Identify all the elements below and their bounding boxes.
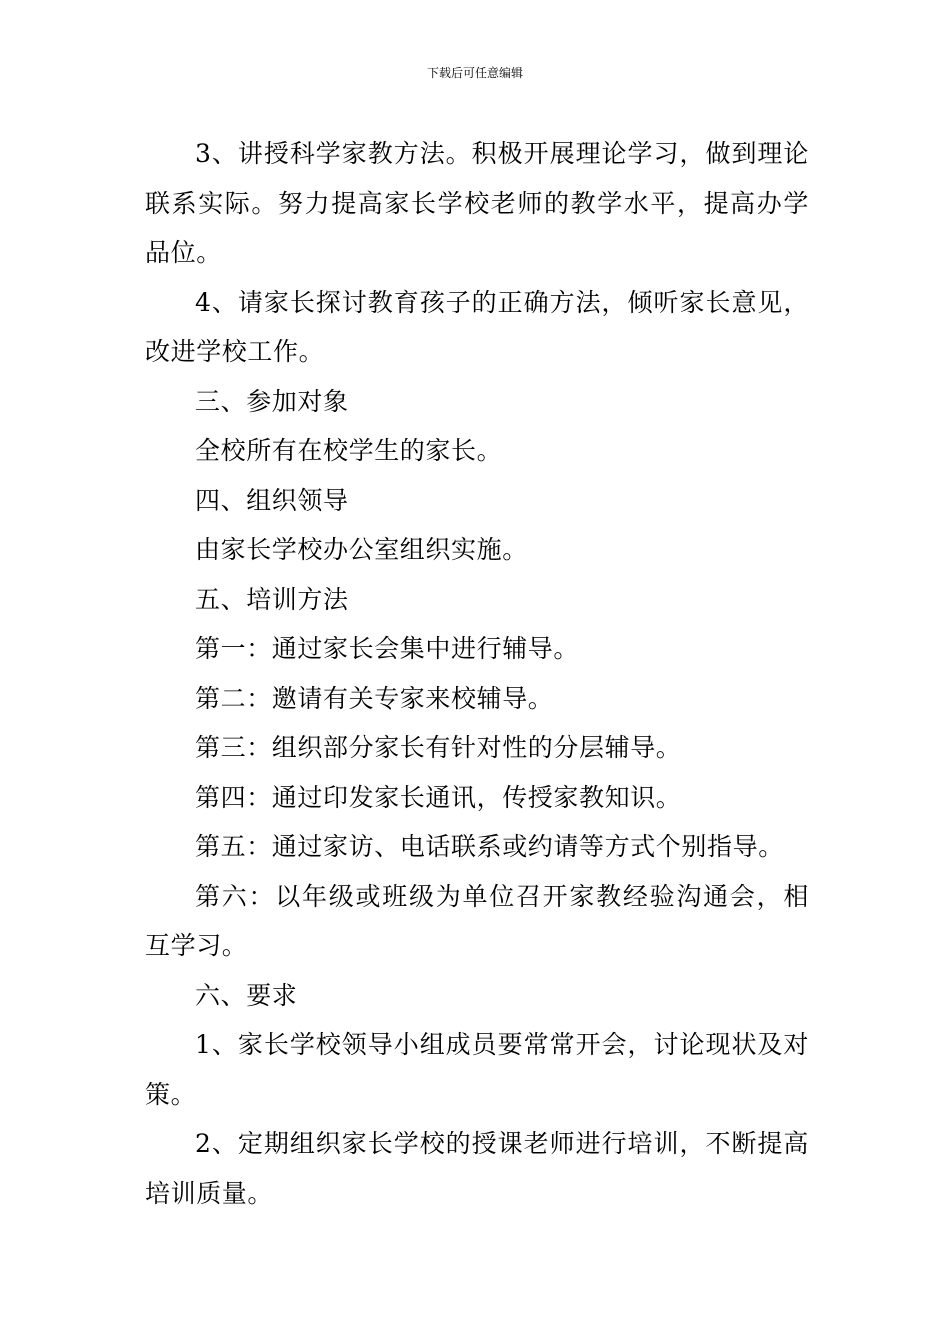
section-heading-participants: 三、参加对象: [195, 386, 349, 416]
paragraph-requirement-1: 1、家长学校领导小组成员要常常开会，讨论现状及对策。: [145, 1030, 809, 1109]
section-heading-requirements: 六、要求: [195, 980, 298, 1010]
page-header: 下载后可任意编辑: [426, 66, 523, 80]
paragraph-method-3: 第三：组织部分家长有针对性的分层辅导。: [195, 733, 682, 762]
paragraph-method-4: 第四：通过印发家长通讯，传授家教知识。: [195, 782, 682, 812]
paragraph-method-6: 第六：以年级或班级为单位召开家教经验沟通会，相互学习。: [145, 881, 809, 960]
paragraph-requirement-2: 2、定期组织家长学校的授课老师进行培训，不断提高培训质量。: [145, 1129, 809, 1208]
paragraph-method-5: 第五：通过家访、电话联系或约请等方式个别指导。: [195, 832, 784, 861]
section-heading-organization: 四、组织领导: [195, 485, 349, 515]
paragraph-method-1: 第一：通过家长会集中进行辅导。: [195, 634, 580, 663]
paragraph-item-3-teaching-methods: 3、讲授科学家教方法。积极开展理论学习，做到理论联系实际。努力提高家长学校老师的教学水平，提高办学品位。: [145, 139, 809, 267]
paragraph-item-4-parent-discussion: 4、请家长探讨教育孩子的正确方法，倾听家长意见，改进学校工作。: [145, 287, 809, 366]
paragraph-method-2: 第二：邀请有关专家来校辅导。: [195, 683, 554, 713]
section-heading-training-methods: 五、培训方法: [195, 584, 349, 614]
paragraph-organization: 由家长学校办公室组织实施。: [195, 535, 528, 564]
paragraph-participants: 全校所有在校学生的家长。: [195, 436, 503, 465]
document-body: [145, 129, 809, 1218]
